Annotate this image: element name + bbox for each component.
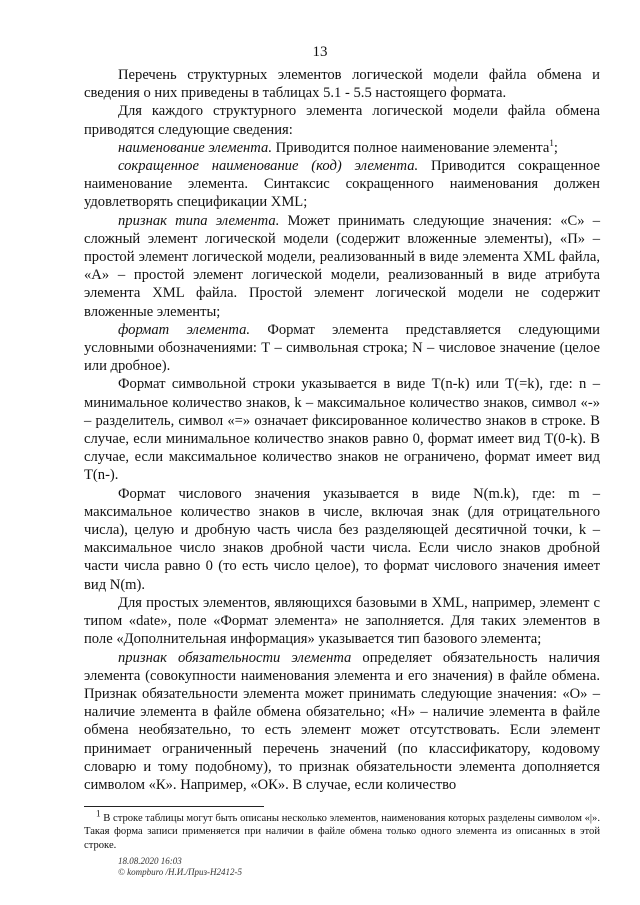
page-number: 13	[312, 44, 328, 60]
term-format: формат элемента.	[118, 321, 251, 338]
paragraph-required-flag	[84, 649, 600, 795]
footnote-number: 1	[96, 808, 101, 819]
paragraph-intro: Перечень структурных элементов логической модели файла обмена и сведения о них приведены в таблицах 5.1 - 5.5 настоящего формата.	[84, 67, 600, 102]
document-stamp	[118, 856, 242, 878]
body-text	[84, 66, 600, 794]
paragraph-base-elements: Для простых элементов, являющихся базовыми в XML, например, элемент с типом «date», поле «Формат элемента» не заполняется. Для таких элементов в поле «Дополнительная информация» указывается тип базового элемента;	[84, 594, 600, 648]
paragraph-number-format: Формат числового значения указывается в виде N(m.k), где: m – максимальное количество знаков в числе, включая знак (для отрицательного числа), целую и дробную часть числа без разделяющей десятичной точки, k – максимальное число знаков дробной части числа. Если число знаков дробной части числа равно 0 (то есть число целое), то формат числового значения имеет вид N(m).	[84, 485, 600, 593]
term-required-flag: признак обязательности элемента	[118, 649, 352, 666]
paragraph-short-name	[84, 157, 600, 212]
term-type-flag: признак типа элемента.	[118, 212, 280, 229]
text-type-flag: Может принимать следующие значения: «С» – сложный элемент логической модели (содержит вложенные элементы), «П» – простой элемент логической модели, реализованный в виде элемента XML файла, «А» – простой элемент логической модели, реализованный в виде атрибута элемента XML файла. Простой элемент логической модели не содержит вложенные элементы;	[84, 212, 600, 320]
stamp-id: © kompburo /Н.И./Приз-Н2412-5	[118, 867, 243, 877]
text-element-name-end: ;	[553, 139, 558, 156]
paragraph-format	[84, 321, 600, 376]
term-short-name: сокращенное наименование (код) элемента.	[118, 158, 419, 175]
text-required-flag: определяет обязательность наличия элемента (совокупности наименования элемента и его значения) в файле обмена. Признак обязательности элемента может принимать следующие значения: «О» – наличие элемента в файле обмена обязательно; «Н» – наличие элемента в файле обмена необязательно, то есть элемент может отсутствовать. Если элемент принимает ограниченный перечень значений (по классификатору, кодовому словарю и тому подобному), то признак обязательности элемента дополняется символом «К». Например, «ОК». В случае, если количество	[84, 649, 600, 793]
text-element-name: Приводится полное наименование элемента	[271, 139, 550, 156]
text-short-name: Приводится сокращенное наименование элемента. Синтаксис сокращенного наименования должен удовлетворять спецификации XML;	[84, 158, 600, 211]
paragraph-element-name	[84, 139, 600, 157]
footnote	[84, 808, 600, 852]
paragraph-string-format: Формат символьной строки указывается в виде Т(n-k) или Т(=k), где: n – минимальное количество знаков, k – максимальное количество знаков, символ «-» – разделитель, символ «=» означает фиксированное количество знаков в строке. В случае, если минимальное количество знаков равно 0, формат имеет вид Т(0-k). В случае, если максимальное количество знаков не ограничено, формат имеет вид Т(n-).	[84, 376, 600, 484]
text-format: Формат элемента представляется следующими условными обозначениями: Т – символьная строка; N – числовое значение (целое или дробное).	[84, 321, 600, 375]
footnote-divider	[84, 806, 264, 807]
footnote-text: В строке таблицы могут быть описаны несколько элементов, наименования которых разделены символом «|». Такая форма записи применяется при наличии в файле обмена только одного элемента из описанных в этой строке.	[84, 813, 600, 851]
term-element-name: наименование элемента.	[118, 139, 272, 156]
paragraph-info-list-intro: Для каждого структурного элемента логической модели файла обмена приводятся следующие сведения:	[84, 103, 600, 138]
paragraph-type-flag	[84, 212, 600, 321]
stamp-date: 18.08.2020 16:03	[118, 856, 182, 866]
footnote-ref: 1	[549, 137, 554, 148]
